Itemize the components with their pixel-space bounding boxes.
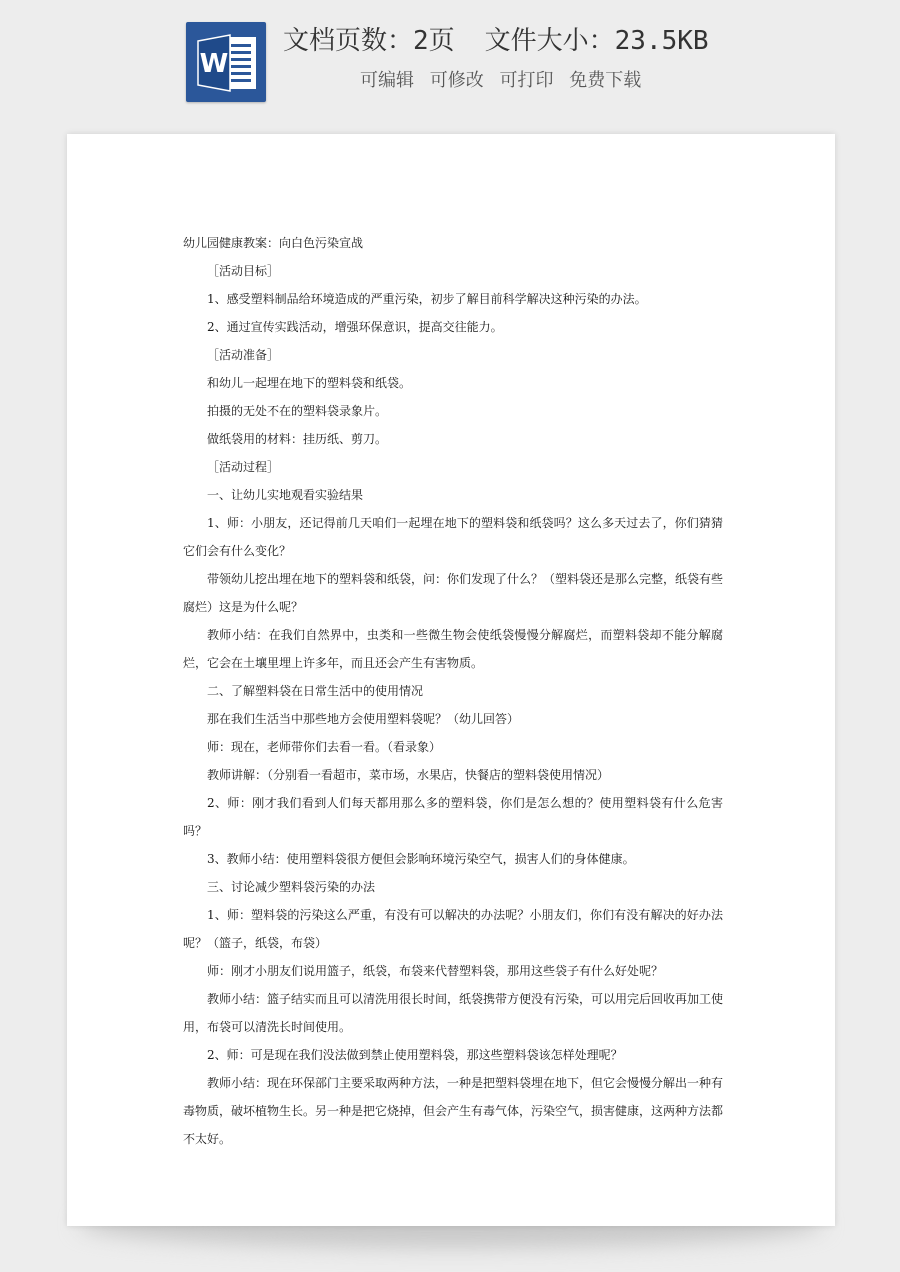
paragraph: 拍摄的无处不在的塑料袋录象片。 (207, 404, 388, 418)
paragraph: 那在我们生活当中那些地方会使用塑料袋呢？（幼儿回答） (207, 712, 520, 726)
section-heading: ［活动过程］ (207, 460, 280, 474)
paragraph: 师：刚才小朋友们说用篮子，纸袋，布袋来代替塑料袋，那用这些袋子有什么好处呢？ (207, 964, 664, 978)
section-heading: ［活动准备］ (207, 348, 280, 362)
paragraph: 教师小结：在我们自然界中，虫类和一些微生物会使纸袋慢慢分解腐烂，而塑料袋却不能分解腐烂，它会在土壤里埋上许多年，而且还会产生有害物质。 (183, 628, 723, 670)
paragraph: 2、师：刚才我们看到人们每天都用那么多的塑料袋，你们是怎么想的？使用塑料袋有什么危害吗？ (183, 796, 723, 838)
subsection-heading: 二、了解塑料袋在日常生活中的使用情况 (207, 684, 424, 698)
file-size-label: 文件大小：23.5KB (484, 26, 709, 56)
subsection-heading: 一、让幼儿实地观看实验结果 (207, 488, 364, 502)
paragraph: 2、通过宣传实践活动，增强环保意识，提高交往能力。 (207, 320, 503, 334)
word-document-icon (186, 22, 266, 102)
header (0, 0, 900, 125)
paragraph: 教师讲解：（分别看一看超市，菜市场，水果店，快餐店的塑料袋使用情况） (207, 768, 610, 782)
paragraph: 3、教师小结：使用塑料袋很方便但会影响环境污染空气，损害人们的身体健康。 (207, 852, 635, 866)
word-letter: W (199, 49, 229, 79)
document-title: 幼儿园健康教案：向白色污染宣战 (183, 236, 364, 250)
paragraph: 教师小结：现在环保部门主要采取两种方法，一种是把塑料袋埋在地下，但它会慢慢分解出一种有毒物质，破坏植物生长。另一种是把它烧掉，但会产生有毒气体，污染空气，损害健康，这两种方法都不太好。 (183, 1076, 724, 1146)
feature-free-download: 免费下载 (569, 70, 642, 91)
paragraph: 做纸袋用的材料：挂历纸、剪刀。 (207, 432, 388, 446)
section-heading: ［活动目标］ (207, 264, 280, 278)
paragraph: 2、师：可是现在我们没法做到禁止使用塑料袋，那这些塑料袋该怎样处理呢？ (207, 1048, 623, 1062)
feature-printable: 可打印 (499, 70, 554, 91)
word-logo-graphic (186, 22, 266, 102)
feature-editable: 可编辑 (360, 70, 414, 91)
page-count-label: 文档页数：2页 (283, 26, 455, 56)
document-features (360, 66, 651, 92)
paragraph: 1、师：塑料袋的污染这么严重，有没有可以解决的办法呢？小朋友们，你们有没有解决的好办法呢？（篮子，纸袋，布袋） (183, 908, 723, 950)
document-info (283, 20, 709, 57)
paragraph: 带领幼儿挖出埋在地下的塑料袋和纸袋，问：你们发现了什么？（塑料袋还是那么完整，纸袋有些腐烂）这是为什么呢？ (183, 572, 724, 614)
paragraph: 师：现在，老师带你们去看一看。（看录象） (207, 740, 442, 754)
feature-modifiable: 可修改 (429, 70, 484, 91)
paragraph: 1、师：小朋友，还记得前几天咱们一起埋在地下的塑料袋和纸袋吗？这么多天过去了，你们猜猜它们会有什么变化？ (183, 516, 723, 558)
document-body (183, 229, 723, 1153)
document-page (67, 134, 835, 1226)
subsection-heading: 三、讨论减少塑料袋污染的办法 (207, 880, 376, 894)
paragraph: 教师小结：篮子结实而且可以清洗用很长时间，纸袋携带方便没有污染，可以用完后回收再加工使用，布袋可以清洗长时间使用。 (183, 992, 724, 1034)
paragraph: 1、感受塑料制品给环境造成的严重污染，初步了解目前科学解决这种污染的办法。 (207, 292, 647, 306)
paragraph: 和幼儿一起埋在地下的塑料袋和纸袋。 (207, 376, 412, 390)
